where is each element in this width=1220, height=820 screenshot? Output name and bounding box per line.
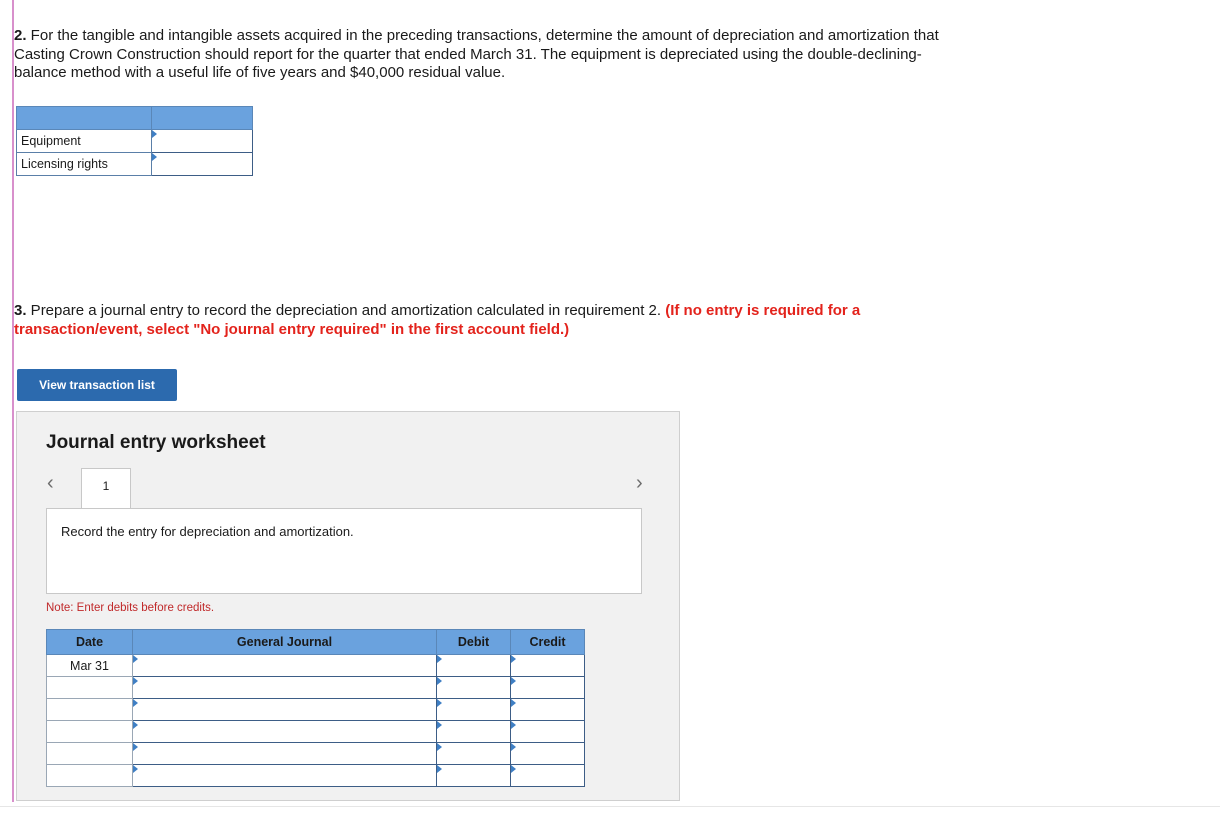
journal-date	[47, 699, 133, 721]
account-input[interactable]	[133, 766, 436, 785]
chevron-left-icon[interactable]: ‹	[47, 472, 54, 494]
question-3	[14, 302, 954, 339]
dropdown-marker-icon	[437, 765, 442, 773]
debit-field[interactable]	[437, 677, 511, 699]
view-transaction-list-button[interactable]: View transaction list	[17, 369, 177, 401]
credit-input[interactable]	[511, 744, 584, 763]
credit-field[interactable]	[511, 677, 585, 699]
credit-field[interactable]	[511, 765, 585, 787]
dropdown-marker-icon	[152, 153, 157, 161]
asset-table-header	[17, 107, 253, 130]
dropdown-marker-icon	[437, 655, 442, 663]
journal-row	[47, 765, 585, 787]
account-input[interactable]	[133, 700, 436, 719]
dropdown-marker-icon	[511, 677, 516, 685]
dropdown-marker-icon	[133, 677, 138, 685]
credit-field[interactable]	[511, 743, 585, 765]
credit-input[interactable]	[511, 678, 584, 697]
asset-row-equipment	[17, 130, 253, 153]
debit-field[interactable]	[437, 743, 511, 765]
journal-entry-worksheet	[16, 411, 680, 801]
dropdown-marker-icon	[511, 765, 516, 773]
account-field[interactable]	[133, 677, 437, 699]
dropdown-marker-icon	[511, 743, 516, 751]
dropdown-marker-icon	[511, 655, 516, 663]
credit-input[interactable]	[511, 766, 584, 785]
dropdown-marker-icon	[133, 721, 138, 729]
credit-field[interactable]	[511, 699, 585, 721]
dropdown-marker-icon	[437, 699, 442, 707]
dropdown-marker-icon	[133, 765, 138, 773]
question-2-text: For the tangible and intangible assets acquired in the preceding transactions, determine the amount of depreciation and amortization that Casting Crown Construction should report for the quarter that ended March 31. The equipment is depreciated using the double-declining-balance method with a useful life of five years and $40,000 residual value.	[14, 27, 939, 81]
debit-input[interactable]	[437, 766, 510, 785]
question-3-number: 3.	[14, 302, 27, 319]
journal-date	[47, 721, 133, 743]
journal-date	[47, 677, 133, 699]
col-date: Date	[47, 630, 133, 655]
equipment-amount-input[interactable]	[152, 131, 252, 151]
account-input[interactable]	[133, 656, 436, 675]
debit-input[interactable]	[437, 678, 510, 697]
debit-input[interactable]	[437, 700, 510, 719]
journal-row	[47, 721, 585, 743]
question-2-number: 2.	[14, 27, 27, 44]
worksheet-description-box	[46, 508, 642, 594]
col-credit: Credit	[511, 630, 585, 655]
worksheet-tab-1[interactable]: 1	[81, 468, 131, 509]
asset-label-equipment: Equipment	[17, 130, 152, 153]
divider	[0, 806, 1220, 807]
debit-field[interactable]	[437, 721, 511, 743]
journal-row	[47, 655, 585, 677]
credit-field[interactable]	[511, 655, 585, 677]
journal-date	[47, 743, 133, 765]
account-field[interactable]	[133, 721, 437, 743]
dropdown-marker-icon	[437, 677, 442, 685]
dropdown-marker-icon	[511, 721, 516, 729]
credit-input[interactable]	[511, 656, 584, 675]
equipment-amount-field[interactable]	[152, 130, 253, 153]
account-input[interactable]	[133, 678, 436, 697]
account-field[interactable]	[133, 765, 437, 787]
journal-date	[47, 765, 133, 787]
col-general-journal: General Journal	[133, 630, 437, 655]
chevron-right-icon[interactable]: ›	[636, 472, 643, 494]
account-input[interactable]	[133, 722, 436, 741]
question-3-note: (If no entry is required for a transaction/event, select "No journal entry required" in the first account field.)	[14, 302, 861, 338]
journal-table	[46, 629, 585, 787]
worksheet-description: Record the entry for depreciation and amortization.	[61, 524, 354, 539]
account-field[interactable]	[133, 699, 437, 721]
journal-date: Mar 31	[47, 655, 133, 677]
left-margin-rule	[12, 0, 14, 802]
dropdown-marker-icon	[437, 743, 442, 751]
dropdown-marker-icon	[437, 721, 442, 729]
dropdown-marker-icon	[133, 655, 138, 663]
debit-field[interactable]	[437, 699, 511, 721]
account-field[interactable]	[133, 743, 437, 765]
journal-row	[47, 743, 585, 765]
dropdown-marker-icon	[133, 743, 138, 751]
journal-row	[47, 677, 585, 699]
licensing-amount-input[interactable]	[152, 154, 252, 174]
debit-input[interactable]	[437, 656, 510, 675]
journal-row	[47, 699, 585, 721]
asset-label-licensing: Licensing rights	[17, 153, 152, 176]
dropdown-marker-icon	[511, 699, 516, 707]
question-3-text: Prepare a journal entry to record the depreciation and amortization calculated in requirement 2.	[26, 302, 666, 319]
dropdown-marker-icon	[152, 130, 157, 138]
debit-field[interactable]	[437, 655, 511, 677]
account-input[interactable]	[133, 744, 436, 763]
credit-input[interactable]	[511, 700, 584, 719]
col-debit: Debit	[437, 630, 511, 655]
debit-field[interactable]	[437, 765, 511, 787]
account-field[interactable]	[133, 655, 437, 677]
asset-row-licensing	[17, 153, 253, 176]
asset-table	[16, 106, 253, 176]
licensing-amount-field[interactable]	[152, 153, 253, 176]
debit-input[interactable]	[437, 722, 510, 741]
worksheet-note: Note: Enter debits before credits.	[46, 602, 215, 614]
journal-header-row	[47, 630, 585, 655]
dropdown-marker-icon	[133, 699, 138, 707]
debit-input[interactable]	[437, 744, 510, 763]
question-2	[14, 27, 954, 83]
credit-input[interactable]	[511, 722, 584, 741]
credit-field[interactable]	[511, 721, 585, 743]
worksheet-title: Journal entry worksheet	[46, 432, 266, 453]
